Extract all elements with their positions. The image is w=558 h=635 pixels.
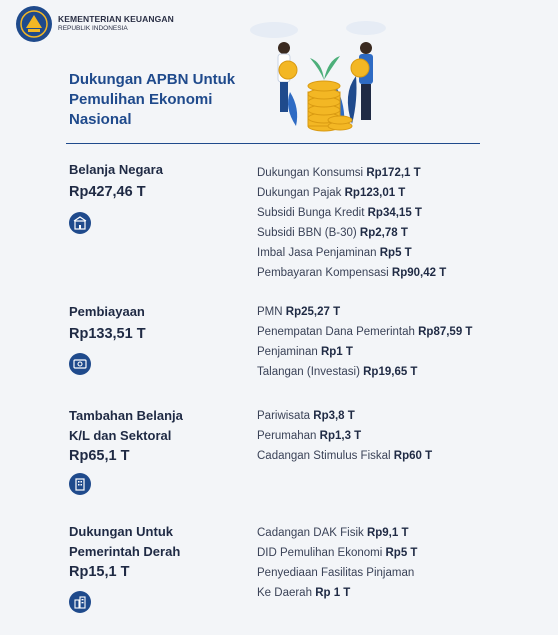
section-title-line: Dukungan Untuk <box>69 524 173 539</box>
list-item: Penyediaan Fasilitas Pinjaman <box>257 567 415 579</box>
ministry-logo <box>16 6 52 42</box>
ministry-name: KEMENTERIAN KEUANGAN <box>58 14 174 24</box>
list-item: Pariwisata Rp3,8 T <box>257 410 355 422</box>
ministry-subtitle: REPUBLIK INDONESIA <box>58 25 128 32</box>
list-item: Subsidi BBN (B-30) Rp2,78 T <box>257 227 408 239</box>
list-item: Dukungan Pajak Rp123,01 T <box>257 187 406 199</box>
list-item: PMN Rp25,27 T <box>257 306 341 318</box>
section-amount-tambahan-belanja: Rp65,1 T <box>69 448 130 464</box>
list-item: Talangan (Investasi) Rp19,65 T <box>257 366 418 378</box>
list-item: Cadangan Stimulus Fiskal Rp60 T <box>257 450 433 462</box>
list-item: Perumahan Rp1,3 T <box>257 430 362 442</box>
ministry-header <box>16 6 174 42</box>
section-title-dukungan-pemda <box>69 522 229 562</box>
title-line: Pemulihan Ekonomi <box>69 91 213 108</box>
list-item: Pembayaran Kompensasi Rp90,42 T <box>257 267 447 279</box>
section-title-belanja-negara <box>69 160 229 180</box>
section-title-tambahan-belanja <box>69 406 229 446</box>
title-divider <box>66 143 480 144</box>
title-line: Dukungan APBN Untuk <box>69 71 236 88</box>
list-item: Dukungan Konsumsi Rp172,1 T <box>257 167 421 179</box>
title-line: Nasional <box>69 111 132 128</box>
section-title-line: Tambahan Belanja <box>69 408 183 423</box>
office-building-icon <box>69 473 91 495</box>
section-items-belanja-negara <box>257 163 446 283</box>
section-amount-belanja-negara: Rp427,46 T <box>69 184 146 200</box>
section-items-tambahan-belanja <box>257 406 432 466</box>
page-title <box>69 70 259 130</box>
list-item: Imbal Jasa Penjaminan Rp5 T <box>257 247 412 259</box>
list-item: Subsidi Bunga Kredit Rp34,15 T <box>257 207 422 219</box>
city-icon <box>69 591 91 613</box>
section-amount-pembiayaan: Rp133,51 T <box>69 326 146 342</box>
coins-people-illustration <box>244 14 394 134</box>
list-item: Penempatan Dana Pemerintah Rp87,59 T <box>257 326 473 338</box>
section-title-line: Pemerintah Derah <box>69 544 181 559</box>
section-title-line: Pembiayaan <box>69 304 145 319</box>
section-title-line: Belanja Negara <box>69 162 163 177</box>
section-amount-dukungan-pemda: Rp15,1 T <box>69 564 130 580</box>
section-title-line: K/L dan Sektoral <box>69 428 172 443</box>
section-items-pembiayaan <box>257 302 472 382</box>
list-item: Penjaminan Rp1 T <box>257 346 353 358</box>
section-title-pembiayaan <box>69 302 229 322</box>
list-item: Cadangan DAK Fisik Rp9,1 T <box>257 527 409 539</box>
list-item: Ke Daerah Rp 1 T <box>257 587 351 599</box>
building-icon <box>69 212 91 234</box>
money-icon <box>69 353 91 375</box>
section-items-dukungan-pemda <box>257 523 417 603</box>
list-item: DID Pemulihan Ekonomi Rp5 T <box>257 547 418 559</box>
